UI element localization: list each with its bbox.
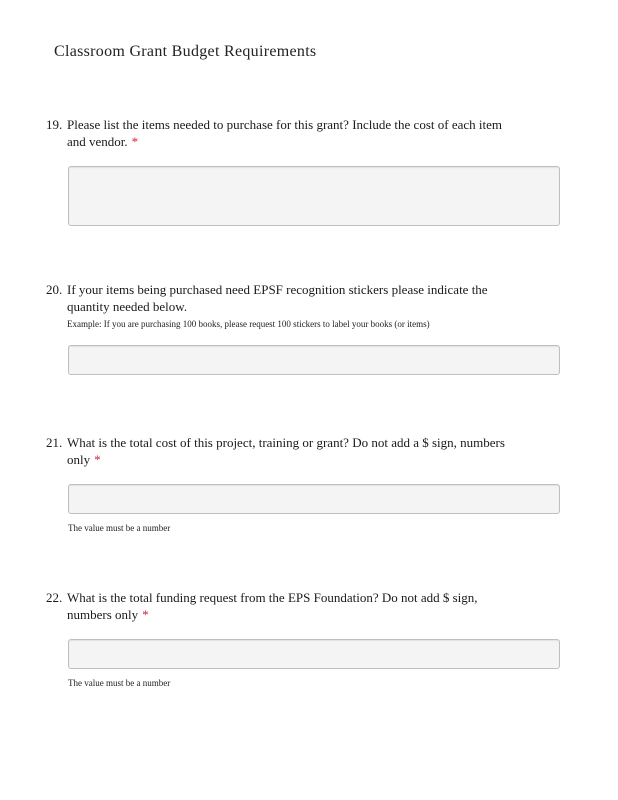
funding-request-input[interactable] [68, 639, 560, 669]
question-19 [46, 116, 566, 226]
question-22-label [67, 589, 507, 623]
total-cost-validation-message: The value must be a number [68, 523, 171, 533]
question-19-label [67, 116, 507, 150]
question-22-header [46, 589, 566, 623]
question-21-header [46, 434, 566, 468]
question-19-header [46, 116, 566, 150]
funding-request-validation-message: The value must be a number [68, 678, 171, 688]
question-22 [46, 589, 566, 689]
question-19-text: Please list the items needed to purchase for this grant? Include the cost of each item and vendor. [67, 117, 502, 149]
question-19-number: 19. [46, 117, 63, 132]
page-title: Classroom Grant Budget Requirements [54, 43, 317, 60]
question-20-hint: Example: If you are purchasing 100 books, please request 100 stickers to label your books (or items) [67, 319, 430, 329]
items-needed-textarea[interactable] [68, 166, 560, 226]
required-asterisk: * [142, 607, 149, 622]
question-21-text: What is the total cost of this project, training or grant? Do not add a $ sign, numbers only [67, 435, 505, 467]
sticker-quantity-input[interactable] [68, 345, 560, 375]
total-cost-input[interactable] [68, 484, 560, 514]
question-21-number: 21. [46, 435, 63, 450]
question-20-text: If your items being purchased need EPSF recognition stickers please indicate the quantity needed below. [67, 282, 488, 314]
question-20 [46, 281, 566, 375]
required-asterisk: * [131, 134, 139, 149]
question-22-number: 22. [46, 590, 63, 605]
question-21 [46, 434, 566, 534]
question-20-number: 20. [46, 282, 63, 297]
question-22-text: What is the total funding request from the EPS Foundation? Do not add $ sign, numbers only [67, 590, 478, 622]
question-21-label [67, 434, 507, 468]
question-20-header [46, 281, 566, 315]
required-asterisk: * [94, 452, 101, 467]
